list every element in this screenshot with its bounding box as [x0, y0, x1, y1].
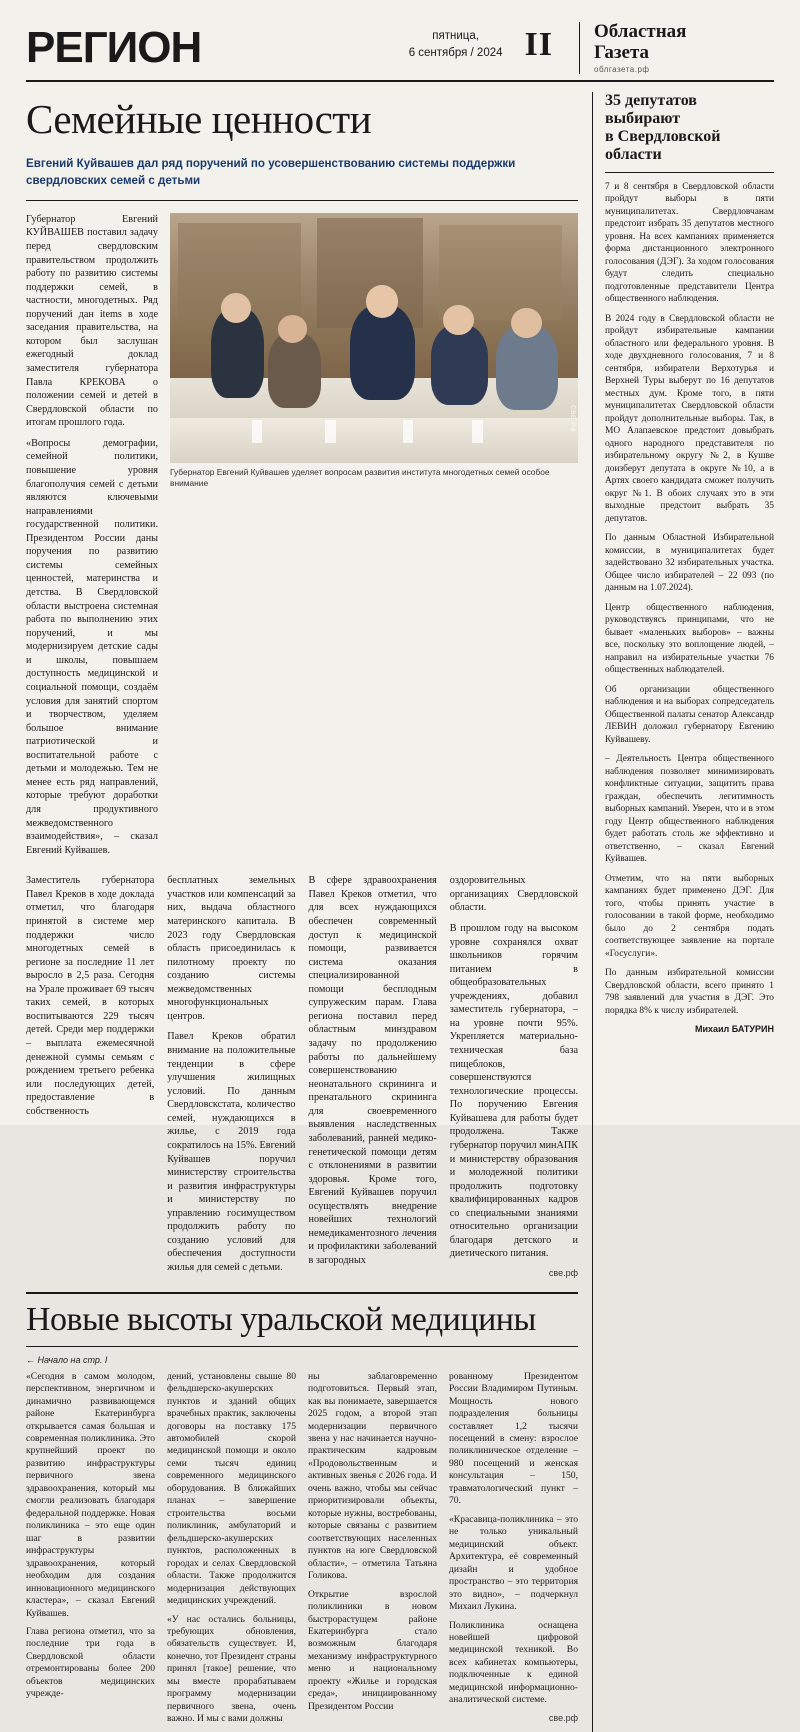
- article2-col1-p1: «Сегодня в самом молодом, перспективном, энергичном и динамично развивающемся районе Екатеринбурга открывается самая большая и современная поликлиника. Это крупнейший проект по развитию инфраструктуры первичного звена здравоохранения, который мы смогли реализовать благодаря федеральной поддержке. Новая поликлиника – это еще один шаг в развитии инфраструктуры здравоохранения, который необходим для создания инновационного медицинского кластера», – сказал Евгений Куйвашев.: [26, 1370, 155, 1619]
- page-number: II: [524, 26, 553, 63]
- sidebar-title-line1: 35 депутатов: [605, 92, 697, 110]
- issue-date-full: 6 сентября / 2024: [408, 47, 503, 59]
- article1-col1-p1: бесплатных земельных участков или компенсаций за них, выдача областного материнского капитала. В 2023 году Свердловская область присоединилась к пилотному проекту по созданию системы межведомственных многофункциональных центров.: [167, 875, 296, 1022]
- masthead-center: [201, 22, 579, 62]
- sidebar-title-line4: области: [605, 145, 662, 163]
- article2-col4: [449, 1371, 578, 1732]
- article1-lede-row: [26, 213, 578, 864]
- article2-col4-p3: Поликлиника оснащена новейшей цифровой медицинской техникой. Во всех кабинетах компьютеры, подключенные к единой медицинской информационно-аналитической системе.: [449, 1619, 578, 1706]
- article1-col2: [309, 874, 437, 1281]
- article2-signature: све.рф: [548, 1712, 578, 1723]
- photo-credit: СВЕ.РФ: [569, 405, 576, 433]
- main-content: [26, 92, 592, 1732]
- article2-col2-p2: «У нас остались больницы, требующих обновления, обязательств существует. И, конечно, тот Президент страны принял [такое] решение, что мы вместе прорабатываем программу модернизации первичного звена, очень важно. И мы с вами должны: [167, 1613, 296, 1725]
- article1-col0: [26, 874, 154, 1281]
- sidebar-divider: [605, 172, 774, 173]
- article1-col1-p2: Павел Креков обратил внимание на положительные тенденции в сфере улучшения жилищных условий. По данным Свердловскстата, количество семей, нуждающихся в жилье, с 2019 года сократилось на 15%. Евгений Куйвашев поручил министерству строительства и развития инфраструктуры и министерству по управлению госимуществом продолжить работу по созданию условий для обеспечения доступности жилья для семей с детьми.: [167, 1031, 296, 1274]
- article1-headline: Семейные ценности: [26, 96, 372, 143]
- article1-lede-p3: Заместитель губернатора Павел Креков в ходе доклада отметил, что благодаря принятой в системе мер поддержки число многодетных семей в регионе за последние 11 лет выросло в 2,5 раза. Сегодня на Урале проживает 69 тысяч таких семей, в которых воспитываются 229 тысяч детей. Среди мер поддержки – выплата ежемесячной денежной суммы семьям с рождением третьего ребенка или последующих детей, предоставление в собственность: [26, 875, 155, 1117]
- article1-lede-p1: Губернатор Евгений КУЙВАШЕВ поставил задачу перед свердловским правительством продолжить работу по развитию системы поддержки семей, в частности, многодетных. Ряд поручений дан items в ходе заседания правительства, на котором был заслушан ежегодный доклад заместителя губернатора Павла КРЕКОВА о положении семей и детей в Свердловской области по итогам прошлого года.: [26, 213, 158, 429]
- article2-headline: Новые высоты уральской медицины: [26, 1300, 536, 1338]
- article2-continued-from: ← Начало на стр. I: [26, 1354, 108, 1365]
- sidebar-p6: – Деятельность Центра общественного наблюдения позволяет минимизировать конфликтные ситуации, защитить права граждан, обеспечить легитимность выборных кампаний. Уверен, что и в этом году Центр общественного наблюдения будет работать столь же эффективно и ответственно, – сказал Евгений Куйвашев.: [605, 754, 774, 865]
- issue-date-weekday: пятница,: [432, 30, 479, 43]
- sidebar-p5: Об организации общественного наблюдения и на выборах сопредседатель Общественной палаты сенатор Александр ЛЕВИН доложил губернатору Евгению Куйвашеву.: [605, 684, 774, 745]
- sidebar-title: [605, 92, 774, 164]
- article2-col3-p2: Открытие взрослой поликлиники в новом быстрорастущем районе Екатеринбурга стало возможным благодаря механизму инфраструктурного меню и национальному проекту «Жилье и городская среда», инициированному Президентом России: [308, 1588, 437, 1712]
- article2-col2: [167, 1371, 296, 1732]
- sidebar-author: Михаил БАТУРИН: [694, 1024, 774, 1035]
- article1-col3-p1: оздоровительных организациях Свердловской области.: [449, 875, 578, 914]
- article1-signature: све.рф: [548, 1268, 578, 1279]
- sidebar-p4: Центр общественного наблюдения, руководствуясь принципами, что не бывает «маленьких выборов» – важны все, поскольку это воплощение людей, – направил на избирательные участки 76 общественных наблюдателей.: [605, 602, 774, 676]
- article2-rule: [26, 1346, 578, 1347]
- article2-col3-p1: ны заблаговременно подготовиться. Первый этап, как вы понимаете, завершается 2025 годом, а второй этап модернизации первичного звена у нас начинается научно-практическим кадровым «Продовольственным и активных звенья с 2026 года. И очень важно, чтобы мы сейчас приоритизировали объекты, которые нужны, востребованы, которые связаны с развитием соответствующих населенных пунктов на юге Свердловской области», – отметила Татьяна Голикова.: [308, 1370, 437, 1582]
- sidebar: [592, 92, 774, 1732]
- issue-date: [409, 28, 503, 61]
- article2-col1-p2: Глава региона отметил, что за последние три года в Свердловской области отремонтированы более 200 объектов медицинских учрежде-: [26, 1626, 155, 1700]
- sidebar-p7: Отметим, что на пяти выборных кампаниях будет применено ДЭГ. Для того, чтобы принять участие в голосовании в такой форме, необходимо было до 2 сентября подать соответствующее заявление на портале «Госуслуги».: [605, 873, 774, 959]
- article1-col1: [167, 874, 295, 1281]
- article2-col2-p1: дений, установлены свыше 80 фельдшерско-акушерских пунктов и зданий общих врачебных практик, заключены договоры на поставку 175 автомобилей скорой медицинской помощи и около семи тысяч единиц современного медицинского оборудования. В ближайших планах – завершение строительства восьми поликлиник, амбулаторий и фельдшерско-акушерских пунктов, расположенных в городах и селах Свердловской области. Также продолжится модернизация действующих медицинских учреждений.: [167, 1370, 296, 1607]
- sidebar-p8: По данным избирательной комиссии Свердловской области, всего принято 1 798 заявлений для участия в ДЭГ. Это порядка 8% к числу избирателей.: [605, 968, 774, 1016]
- article1-standfirst: Евгений Куйвашев дал ряд поручений по усовершенствованию системы поддержки свердловских семей с детьми: [26, 155, 578, 201]
- section-title: РЕГИОН: [26, 23, 202, 72]
- paper-name-line2: Газета: [594, 41, 650, 63]
- article1-col3: [450, 874, 578, 1281]
- article2-columns: [26, 1371, 578, 1732]
- article1-photo: [170, 213, 578, 463]
- article1-lede-p2: «Вопросы демографии, семейной политики, повышение уровня благополучия семей с детьми являются ключевыми направлениями государственной политики. Президентом России даны поручения по развитию системы семейных ценностей, материнства и детства. В Свердловской области выстроена системная работа по выполнению этих поручений, и мы модернизируем детские сады и школы, повышаем доступность медицинской и социальной помощи, создаём условия для занятий спортом и творчеством, уделяем большое внимание патриотической и воспитательной работе с детьми и молодежью. Тем не менее есть ряд направлений, которые требуют доработки для продуктивного межведомственного взаимодействия», – сказал Евгений Куйвашев.: [26, 437, 158, 856]
- sidebar-body: [605, 181, 774, 1018]
- paper-name-line1: Областная: [594, 21, 687, 42]
- sidebar-title-line2: выбирают: [605, 109, 681, 127]
- article1-col3-p2: В прошлом году на высоком уровне сохранялся охват школьников горячим питанием в общеобразовательных учреждениях, добавил заместитель губернатора, – на уровне почти 95%. Укрепляется материально-техническая база пищеблоков, совершенствуются технологические процессы. По поручению Евгения Куйвашева для работы будет продолжена. Также губернатор поручил минАПК и министерству образования и молодежной политики продолжить подготовку квалифицированных кадров со специальными знаниями относительно организации благодаря детского и диетического питания.: [449, 922, 578, 1260]
- article2-col3: [308, 1371, 437, 1732]
- paper-website: облгазета.рф: [594, 65, 650, 75]
- paper-logo: [579, 22, 774, 74]
- article2-divider: [26, 1292, 578, 1294]
- article2-col4-p2: «Красавица-поликлиника – это не только уникальный медицинский объект. Архитектура, её современный дизайн и удобное пространство – это территория это видно», – подчеркнул Михаил Лукина.: [449, 1513, 578, 1613]
- article1-photo-block: [170, 213, 578, 864]
- article1-col2-p1: В сфере здравоохранения Павел Креков отметил, что для всех нуждающихся обеспечен современный доступ к медицинской помощи, развивается система оказания специализированной помощи бесплодным супружеским парам. Глава региона поставил перед областным минздравом задачу по продолжению работы по дальнейшему совершенствованию неонатального скрининга и пренатального скрининга для своевременного выявления наследственных заболеваний, ранней медико-генетической помощи детям с отклонениями в развитии здоровья. Кроме того, Евгений Куйвашев поручил осуществлять внедрение новейших технологий немедикаментозного лечения и профилактики заболеваний в загородных: [308, 875, 437, 1267]
- sidebar-p3: По данным Областной Избирательной комиссии, в муниципалитетах будет задействовано 32 избирательных участка. Общее число избирателей – 22 093 (по данным на 1.07.2024).: [605, 533, 774, 594]
- page-body: [26, 92, 774, 1732]
- article2-col4-p1: рованному Президентом России Владимиром Путиным. Мощность нового подразделения больницы составляет 1,2 тысячи посещений в смену: взрослое поликлиническое отделение – 980 посещений и женская консультация – 150, травматологический пункт – 70.: [449, 1370, 578, 1507]
- sidebar-p1: 7 и 8 сентября в Свердловской области пройдут выборы в пяти муниципалитетах. Свердловчанам предстоит избрать 35 депутатов местного уровня. На всех кампаниях применяется форма дистанционного электронного голосования (ДЭГ). За ходом голосования будут следить специально подготовленные представители Центра общественного наблюдения.: [605, 181, 774, 305]
- article1-lede-continuation: [26, 874, 578, 1281]
- article1-photo-caption: Губернатор Евгений Куйвашев уделяет вопросам развития института многодетных семей особое внимание: [170, 466, 550, 488]
- article2-col1: [26, 1371, 155, 1732]
- article1-lede-column: [26, 213, 158, 864]
- masthead: [26, 22, 774, 82]
- sidebar-title-line3: в Свердловской: [605, 127, 721, 145]
- sidebar-p2: В 2024 году в Свердловской области не пройдут избирательные кампании областного или федерального уровня. В ходе двухдневного голосования, 7 и 8 сентября, избиратели Верхотурья и Верхней Туры выберут по 16 депутатов местных дум. Кроме того, в пяти муниципалитетах Свердловской области пройдут дополнительные выборы. Так, в МО Алапаевское предстоит довыбрать одного народного представителя по избирательному округу №2, в Кушве доизберут депутата в округе №10, а в Артях своего кандидата сможет получить округ №1. В обоих случаях это в эти выходные предстоит выбрать 35 депутатов.: [605, 313, 774, 524]
